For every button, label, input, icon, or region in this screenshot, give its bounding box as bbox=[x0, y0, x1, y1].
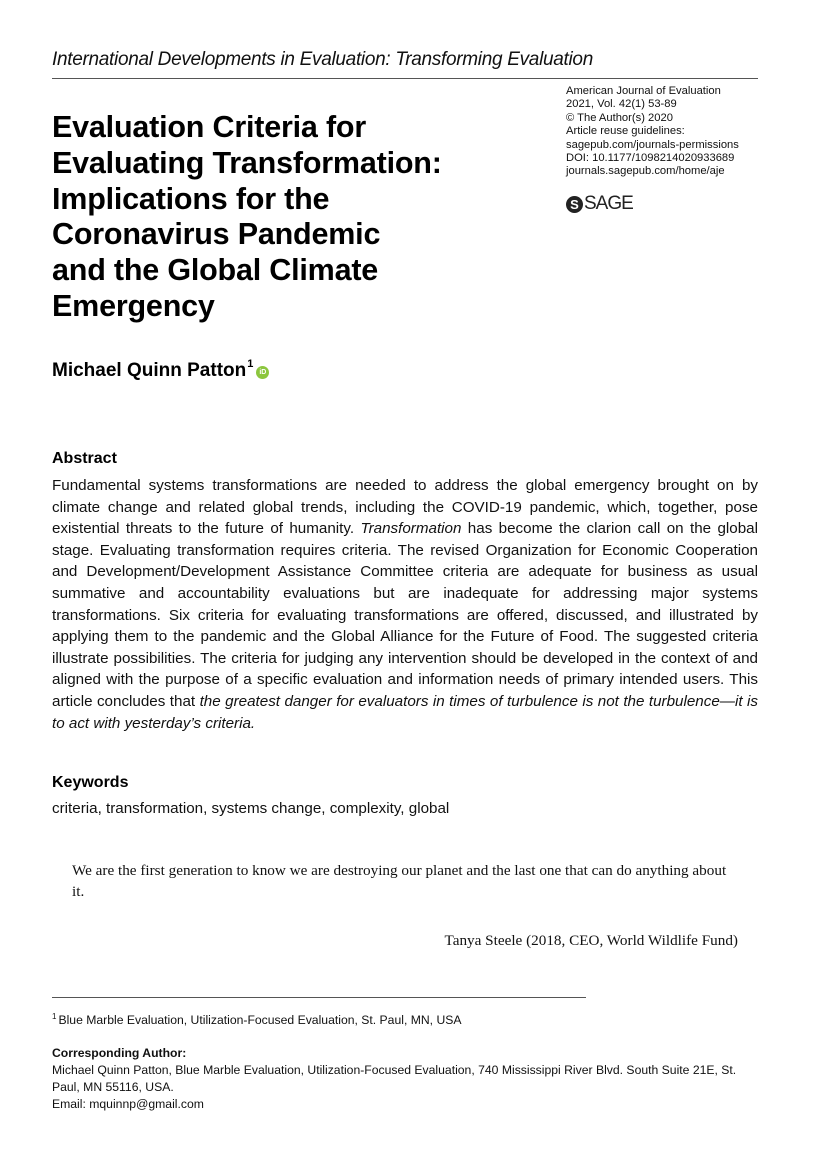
title-line: and the Global Climate bbox=[52, 253, 379, 288]
author-name: Michael Quinn Patton bbox=[52, 360, 247, 381]
sage-logo bbox=[566, 193, 633, 215]
epigraph-attribution: Tanya Steele (2018, CEO, World Wildlife Fund) bbox=[444, 932, 738, 949]
affiliation-footnote bbox=[52, 1012, 462, 1027]
abstract-text bbox=[52, 475, 758, 734]
footnote-rule bbox=[52, 997, 586, 998]
keywords-text: criteria, transformation, systems change, complexity, global bbox=[52, 800, 450, 817]
keywords-heading: Keywords bbox=[52, 774, 129, 791]
sage-wordmark: SAGE bbox=[584, 193, 633, 214]
journal-name: American Journal of Evaluation bbox=[566, 85, 721, 97]
corresponding-heading: Corresponding Author: bbox=[52, 1046, 187, 1060]
journal-volume: 2021, Vol. 42(1) 53-89 bbox=[566, 98, 677, 111]
header-rule bbox=[52, 78, 758, 79]
title-line: Implications for the bbox=[52, 181, 330, 216]
sage-s-icon: S bbox=[566, 196, 583, 213]
corresponding-address: Michael Quinn Patton, Blue Marble Evaluation, Utilization-Focused Evaluation, 740 Mississippi River Blvd. South Suite 21E, St. Paul, MN 55116, USA. bbox=[52, 1063, 737, 1094]
doi[interactable]: DOI: 10.1177/1098214020933689 bbox=[566, 152, 735, 165]
reuse-label: Article reuse guidelines: bbox=[566, 125, 685, 138]
article-title bbox=[52, 110, 522, 325]
journal-home-link[interactable]: journals.sagepub.com/home/aje bbox=[566, 165, 725, 178]
abstract-heading: Abstract bbox=[52, 450, 117, 467]
abstract-italic-2: the greatest danger for evaluators in times of turbulence is not the turbulence—it is to act with yesterday’s criteria. bbox=[52, 692, 758, 732]
epigraph-quote: We are the first generation to know we are destroying our planet and the last one that can do anything about it. bbox=[72, 862, 727, 900]
permissions-link[interactable]: sagepub.com/journals-permissions bbox=[566, 138, 739, 151]
title-line: Evaluating Transformation: bbox=[52, 145, 442, 180]
abstract-part-2: has become the clarion call on the global stage. Evaluating transformation requires criteria. The revised Organization for Economic Cooperation and Development/Development Assistance Committee criteria are adequate for business as usual summative and accountability evaluations but are inadequate for addressing major systems transformations. Six criteria for evaluating transformations are offered, discussed, and illustrated by applying them to the pandemic and the Global Alliance for the Future of Food. The suggested criteria illustrate possibilities. The criteria for judging any intervention should be developed in the context of and aligned with the purpose of a specific evaluation and information needs of primary intended users. This article concludes that bbox=[52, 520, 758, 710]
title-line: Evaluation Criteria for bbox=[52, 110, 367, 144]
author-line bbox=[52, 360, 269, 382]
copyright: © The Author(s) 2020 bbox=[566, 111, 673, 124]
running-head: International Developments in Evaluation: Transforming Evaluation bbox=[52, 49, 593, 70]
orcid-icon[interactable]: iD bbox=[256, 366, 269, 379]
footnote-marker: 1 bbox=[52, 1012, 57, 1021]
affiliation-text: Blue Marble Evaluation, Utilization-Focused Evaluation, St. Paul, MN, USA bbox=[58, 1013, 462, 1028]
abstract-part-1: Fundamental systems transformations are needed to address the global emergency brought on by climate change and related global trends, including the COVID-19 pandemic, which, together, pose existential threats to the future of humanity. bbox=[52, 477, 758, 538]
journal-meta bbox=[566, 85, 739, 179]
corresponding-author bbox=[52, 1045, 762, 1113]
corresponding-email[interactable]: Email: mquinnp@gmail.com bbox=[52, 1097, 204, 1111]
title-line: Emergency bbox=[52, 288, 215, 323]
title-line: Coronavirus Pandemic bbox=[52, 217, 381, 252]
affiliation-marker: 1 bbox=[247, 358, 254, 370]
abstract-italic-1: Transformation bbox=[360, 520, 462, 538]
